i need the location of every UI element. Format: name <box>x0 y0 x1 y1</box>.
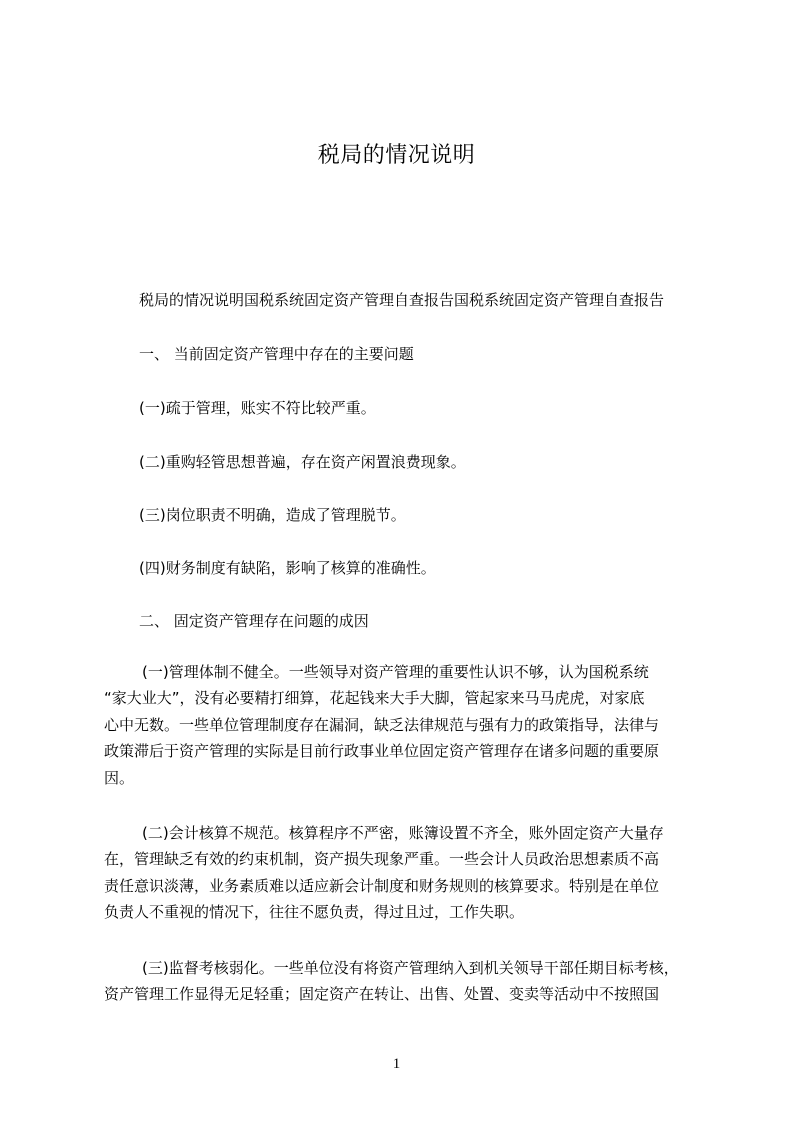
section-2-heading: 二、 固定资产管理存在问题的成因 <box>139 612 369 630</box>
intro-paragraph: 税局的情况说明国税系统固定资产管理自查报告国税系统固定资产管理自查报告 <box>139 291 665 309</box>
paragraph-line: 资产管理工作显得无足轻重；固定资产在转让、出售、处置、变卖等活动中不按照国 <box>104 985 660 1004</box>
section-1-item-1: (一)疏于管理，账实不符比较严重。 <box>139 399 376 417</box>
page-title: 税局的情况说明 <box>317 143 476 168</box>
section-1-item-2: (二)重购轻管思想普遍，存在资产闲置浪费现象。 <box>139 453 466 471</box>
paragraph-line: (三)监督考核弱化。一些单位没有将资产管理纳入到机关领导干部任期目标考核， <box>142 959 679 977</box>
section-2-paragraph-1 <box>104 659 694 791</box>
section-1-item-3: (三)岗位职责不明确，造成了管理脱节。 <box>139 506 406 524</box>
section-2-paragraph-3 <box>104 955 694 1008</box>
paragraph-line: “家大业大”，没有必要精打细算，花起钱来大手大脚，管起家来马马虎虎，对家底 <box>104 689 645 708</box>
paragraph-line: 政策滞后于资产管理的实际是目前行政事业单位固定资产管理存在诸多问题的重要原 <box>104 742 660 761</box>
paragraph-line: (一)管理体制不健全。一些领导对资产管理的重要性认识不够，认为国税系统 <box>142 663 649 681</box>
paragraph-line: (二)会计核算不规范。核算程序不严密，账簿设置不齐全，账外固定资产大量存 <box>142 824 664 842</box>
paragraph-line: 责任意识淡薄，业务素质难以适应新会计制度和财务规则的核算要求。特别是在单位 <box>104 876 660 895</box>
paragraph-line: 在，管理缺乏有效的约束机制，资产损失现象严重。一些会计人员政治思想素质不高 <box>104 850 660 869</box>
page-number: 1 <box>392 1056 401 1072</box>
section-2-paragraph-2 <box>104 820 694 926</box>
section-1-heading: 一、 当前固定资产管理中存在的主要问题 <box>139 345 414 363</box>
paragraph-line: 因。 <box>104 768 135 787</box>
section-1-item-4: (四)财务制度有缺陷，影响了核算的准确性。 <box>139 559 436 577</box>
paragraph-line: 负责人不重视的情况下，往往不愿负责，得过且过，工作失职。 <box>104 903 525 922</box>
paragraph-line: 心中无数。一些单位管理制度存在漏洞，缺乏法律规范与强有力的政策指导，法律与 <box>104 715 660 734</box>
